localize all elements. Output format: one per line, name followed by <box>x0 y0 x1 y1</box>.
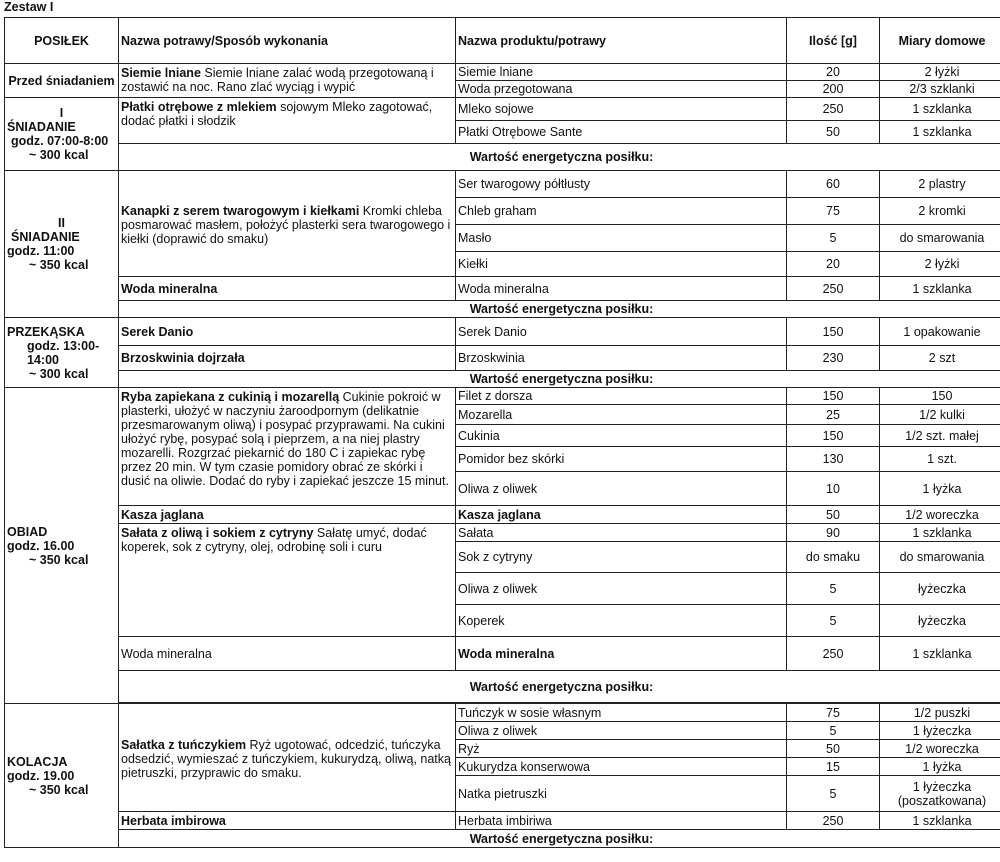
header-row <box>5 18 1000 64</box>
measure-cell: 1 łyżka <box>880 472 1000 506</box>
amount-cell: 150 <box>787 388 880 405</box>
table-row <box>5 171 1000 198</box>
table-row <box>5 704 1000 722</box>
table-row <box>5 388 1000 405</box>
product-cell: Ryż <box>456 740 787 758</box>
dish-ryba: Ryba zapiekana z cukinią i mozarellą Cukinie pokroić w plasterki, ułożyć w naczyniu żaroodpornym (delikatnie przesmarowanym oliwą) i posypać przyprawami. Na cukini ułożyć rybę, posypać solą i pieprzem, a na niej plastry mozarelli. Rozgrzać piekarnić do 180 C i zapiekac rybę przez 20 min. W tym czasie pomidory obrać ze skórki i dusić na oliwie. Dodać do ryby i zapiekać jeszcze 15 minut. <box>119 388 456 506</box>
product-cell: Oliwa z oliwek <box>456 472 787 506</box>
page-title: Zestaw I <box>4 0 54 14</box>
product-cell: Herbata imbiriwa <box>456 812 787 830</box>
product-cell: Brzoskwinia <box>456 346 787 371</box>
amount-cell: 5 <box>787 225 880 252</box>
measure-cell: 1 łyżeczka (poszatkowana) <box>880 776 1000 812</box>
header-dish: Nazwa potrawy/Sposób wykonania <box>119 18 456 64</box>
amount-cell: 15 <box>787 758 880 776</box>
product-cell: Oliwa z oliwek <box>456 573 787 605</box>
measure-cell: 2 łyżki <box>880 64 1000 81</box>
measure-cell: 1 szklanka <box>880 637 1000 671</box>
table-row <box>5 64 1000 81</box>
table-row <box>5 318 1000 346</box>
measure-cell: 150 <box>880 388 1000 405</box>
dish-woda: Woda mineralna <box>119 277 456 301</box>
product-cell: Mleko sojowe <box>456 98 787 121</box>
dish-salata: Sałata z oliwą i sokiem z cytryny Sałatę umyć, dodać koperek, sok z cytryny, olej, odrobinę soli i curu <box>119 524 456 637</box>
product-cell: Oliwa z oliwek <box>456 722 787 740</box>
measure-cell: do smarowania <box>880 225 1000 252</box>
meal-obiad: OBIAD godz. 16.00 ~ 350 kcal <box>5 388 119 704</box>
table-row <box>5 98 1000 121</box>
table-row <box>5 346 1000 371</box>
header-amount: Ilość [g] <box>787 18 880 64</box>
product-cell: Cukinia <box>456 425 787 447</box>
energy-label: Wartość energetyczna posiłku: <box>119 301 1000 318</box>
amount-cell: 230 <box>787 346 880 371</box>
amount-cell: 20 <box>787 252 880 277</box>
product-cell: Kukurydza konserwowa <box>456 758 787 776</box>
amount-cell: 5 <box>787 722 880 740</box>
amount-cell: 90 <box>787 524 880 542</box>
energy-row <box>5 301 1000 318</box>
product-cell: Woda mineralna <box>456 277 787 301</box>
measure-cell: 1/2 puszki <box>880 704 1000 722</box>
dish-platki: Płatki otrębowe z mlekiem sojowym Mleko zagotować, dodać płatki i słodzik <box>119 98 456 144</box>
dish-kasza: Kasza jaglana <box>119 506 456 524</box>
dish-brzoskwinia: Brzoskwinia dojrzała <box>119 346 456 371</box>
product-cell: Płatki Otrębowe Sante <box>456 121 787 144</box>
measure-cell: 1/2 szt. małej <box>880 425 1000 447</box>
amount-cell: 75 <box>787 198 880 225</box>
dish-kanapki: Kanapki z serem twarogowym i kiełkami Kromki chleba posmarować masłem, położyć plasterki sera twarogowego i kiełki (doprawić do smaku) <box>119 171 456 277</box>
measure-cell: 2 szt <box>880 346 1000 371</box>
product-cell: Filet z dorsza <box>456 388 787 405</box>
product-cell: Woda przegotowana <box>456 81 787 98</box>
measure-cell: 1 łyżka <box>880 758 1000 776</box>
energy-row <box>5 671 1000 703</box>
product-cell: Koperek <box>456 605 787 637</box>
measure-cell: 1 szklanka <box>880 98 1000 121</box>
product-cell: Pomidor bez skórki <box>456 447 787 472</box>
product-cell: Sok z cytryny <box>456 542 787 573</box>
measure-cell: 2 kromki <box>880 198 1000 225</box>
amount-cell: 250 <box>787 812 880 830</box>
header-measure: Miary domowe <box>880 18 1000 64</box>
energy-label: Wartość energetyczna posiłku: <box>119 830 1000 848</box>
measure-cell: 2/3 szklanki <box>880 81 1000 98</box>
measure-cell: 2 plastry <box>880 171 1000 198</box>
amount-cell: 250 <box>787 98 880 121</box>
amount-cell: 5 <box>787 573 880 605</box>
product-cell: Siemie lniane <box>456 64 787 81</box>
amount-cell: 75 <box>787 704 880 722</box>
amount-cell: 250 <box>787 637 880 671</box>
dish-siemie: Siemie lniane Siemie lniane zalać wodą przegotowaną i zostawić na noc. Rano zlać wyciąg i wypić <box>119 64 456 98</box>
energy-row <box>5 830 1000 848</box>
table-row <box>5 277 1000 301</box>
measure-cell: 1/2 woreczka <box>880 506 1000 524</box>
amount-cell: 60 <box>787 171 880 198</box>
energy-label: Wartość energetyczna posiłku: <box>119 671 1000 703</box>
dish-woda-obiad: Woda mineralna <box>119 637 456 671</box>
header-product: Nazwa produktu/potrawy <box>456 18 787 64</box>
measure-cell: 1 szt. <box>880 447 1000 472</box>
meal-sniadanie-2: II ŚNIADANIE godz. 11:00 ~ 350 kcal <box>5 171 119 318</box>
measure-cell: do smarowania <box>880 542 1000 573</box>
amount-cell: 50 <box>787 740 880 758</box>
measure-cell: 1 łyżeczka <box>880 722 1000 740</box>
energy-row <box>5 144 1000 171</box>
dish-serek: Serek Danio <box>119 318 456 346</box>
product-cell: Mozarella <box>456 405 787 425</box>
product-cell: Serek Danio <box>456 318 787 346</box>
amount-cell: 200 <box>787 81 880 98</box>
energy-label: Wartość energetyczna posiłku: <box>119 371 1000 388</box>
measure-cell: 1 szklanka <box>880 277 1000 301</box>
meal-przed: Przed śniadaniem <box>5 64 119 98</box>
amount-cell: do smaku <box>787 542 880 573</box>
product-cell: Kasza jaglana <box>456 506 787 524</box>
dish-herbata: Herbata imbirowa <box>119 812 456 830</box>
table-row <box>5 506 1000 524</box>
meal-sniadanie-1: I ŚNIADANIE godz. 07:00-8:00 ~ 300 kcal <box>5 98 119 171</box>
measure-cell: 1 opakowanie <box>880 318 1000 346</box>
measure-cell: 1/2 kulki <box>880 405 1000 425</box>
table-row <box>5 524 1000 542</box>
energy-row <box>5 371 1000 388</box>
table-row <box>5 812 1000 830</box>
meal-przekaska: PRZEKĄSKA godz. 13:00-14:00 ~ 300 kcal <box>5 318 119 388</box>
product-cell: Woda mineralna <box>456 637 787 671</box>
amount-cell: 5 <box>787 776 880 812</box>
measure-cell: 1 szklanka <box>880 524 1000 542</box>
measure-cell: łyżeczka <box>880 573 1000 605</box>
measure-cell: 2 łyżki <box>880 252 1000 277</box>
product-cell: Kiełki <box>456 252 787 277</box>
product-cell: Ser twarogowy półtłusty <box>456 171 787 198</box>
product-cell: Sałata <box>456 524 787 542</box>
amount-cell: 130 <box>787 447 880 472</box>
amount-cell: 50 <box>787 506 880 524</box>
amount-cell: 250 <box>787 277 880 301</box>
amount-cell: 20 <box>787 64 880 81</box>
dish-salatka: Sałatka z tuńczykiem Ryż ugotować, odcedzić, tuńczyka odsedzić, wymieszać z tuńczykiem, kukurydzą, oliwą, natką pietruszki, przyprawic do smaku. <box>119 704 456 812</box>
product-cell: Chleb graham <box>456 198 787 225</box>
amount-cell: 150 <box>787 318 880 346</box>
measure-cell: 1 szklanka <box>880 812 1000 830</box>
energy-label: Wartość energetyczna posiłku: <box>119 144 1000 171</box>
amount-cell: 150 <box>787 425 880 447</box>
measure-cell: łyżeczka <box>880 605 1000 637</box>
amount-cell: 5 <box>787 605 880 637</box>
product-cell: Masło <box>456 225 787 252</box>
meal-kolacja: KOLACJA godz. 19.00 ~ 350 kcal <box>5 704 119 848</box>
amount-cell: 50 <box>787 121 880 144</box>
amount-cell: 25 <box>787 405 880 425</box>
diet-table <box>4 17 1000 848</box>
measure-cell: 1 szklanka <box>880 121 1000 144</box>
header-meal: POSIŁEK <box>5 18 119 64</box>
product-cell: Tuńczyk w sosie własnym <box>456 704 787 722</box>
product-cell: Natka pietruszki <box>456 776 787 812</box>
amount-cell: 10 <box>787 472 880 506</box>
measure-cell: 1/2 woreczka <box>880 740 1000 758</box>
table-row <box>5 637 1000 671</box>
